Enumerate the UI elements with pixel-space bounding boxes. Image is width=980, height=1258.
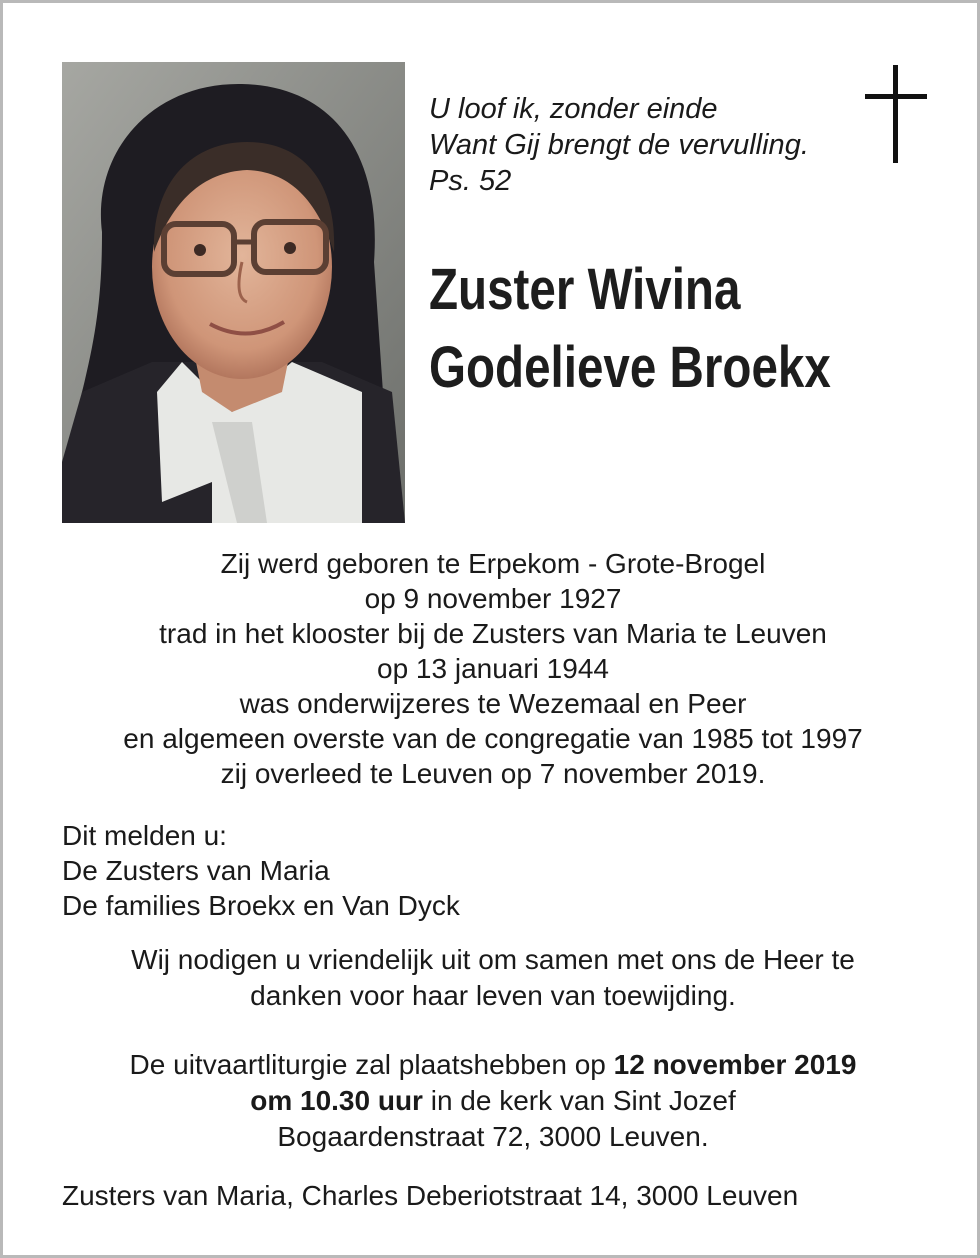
verse-reference: Ps. 52 [429,165,512,197]
announcement-intro: Dit melden u: [62,820,227,851]
funeral-details [43,1047,943,1155]
footer-address: Zusters van Maria, Charles Deberiotstraat 14, 3000 Leuven [62,1180,799,1211]
announcement-sender: De Zusters van Maria [62,855,330,886]
funeral-time: om 10.30 uur [250,1085,423,1116]
bio-line: Zij werd geboren te Erpekom - Grote-Brogel [220,548,766,579]
bio-line: op 13 januari 1944 [377,653,609,684]
bio-line: zij overleed te Leuven op 7 november 2019. [220,758,766,789]
biography [43,546,943,791]
bio-line: trad in het klooster bij de Zusters van Maria te Leuven [159,618,827,649]
invitation-line: danken voor haar leven van toewijding. [250,980,736,1011]
name-line-2: Godelieve Broekx [429,335,831,400]
invitation [43,942,943,1014]
verse-quote [429,91,809,199]
verse-line: Want Gij brengt de vervulling. [429,129,809,161]
cross-icon [865,65,927,163]
verse-line: U loof ik, zonder einde [429,93,718,125]
announcement [62,818,460,923]
name-line-1: Zuster Wivina [429,257,741,322]
funeral-line-2 [43,1083,943,1119]
funeral-prefix: De uitvaartliturgie zal plaatshebben op [129,1049,614,1080]
bio-line: was onderwijzeres te Wezemaal en Peer [239,688,747,719]
funeral-address: Bogaardenstraat 72, 3000 Leuven. [277,1121,709,1152]
announcement-sender: De families Broekx en Van Dyck [62,890,460,921]
funeral-location: in de kerk van Sint Jozef [422,1085,736,1116]
deceased-name [429,251,831,407]
funeral-date: 12 november 2019 [613,1049,857,1080]
funeral-line-1 [43,1047,943,1083]
bio-line: en algemeen overste van de congregatie van 1985 tot 1997 [123,723,863,754]
bio-line: op 9 november 1927 [364,583,622,614]
invitation-line: Wij nodigen u vriendelijk uit om samen met ons de Heer te [131,944,855,975]
portrait-photo [62,62,405,523]
